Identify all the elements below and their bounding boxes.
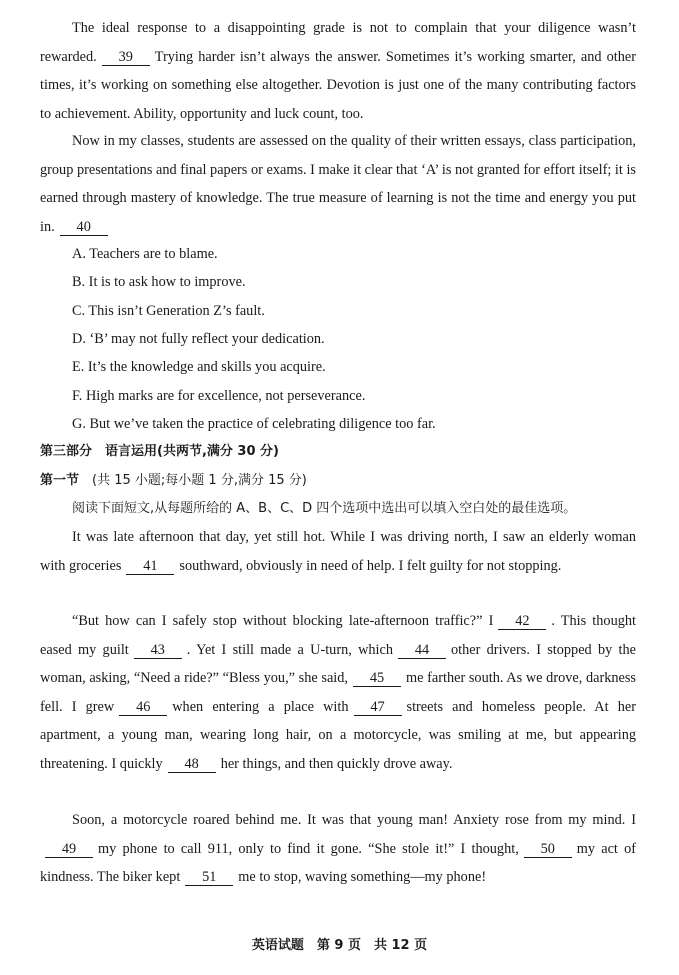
paragraph-text: Trying harder isn’t always the answer. Sometimes it’s working smarter, and other times, it’s working on something else altogether. Devotion is just one of the many contributing factors to achievement. Ability, opportunity and luck count, too. [40,48,636,122]
paragraph-text: . Yet I still made a U-turn, which [186,641,394,658]
blank-47[interactable]: 47 [354,700,402,716]
section1-title: 第一节 [40,473,80,488]
blank-44[interactable]: 44 [398,643,446,659]
paragraph-text: when entering a place with [172,698,349,715]
section1-instruction: 阅读下面短文,从每题所给的 A、B、C、D 四个选项中选出可以填入空白处的最佳选项。 [72,501,577,516]
paragraph-text: The ideal response to a disappointing grade is not to complain that your diligence wasn’t rewarded. [40,20,636,65]
blank-41[interactable]: 41 [126,559,174,575]
option-e[interactable]: E. It’s the knowledge and skills you acquire. [72,359,326,375]
paragraph-text: me farther south. As we drove, darkness fell. I grew [40,670,636,715]
option-d[interactable]: D. ‘B’ may not fully reflect your dedication. [72,331,325,347]
cloze-paragraph-2 [40,607,636,779]
section1-heading [40,471,640,491]
option-g[interactable]: G. But we’ve taken the practice of celebrating diligence too far. [72,416,436,432]
paragraph-text: my act of kindness. The biker kept [40,840,636,886]
paragraph-text: other drivers. I stopped by the woman, asking, “Need a ride?” “Bless you,” she said, [40,641,636,687]
paragraph-text: It was late afternoon that day, yet still hot. While I was driving north, I saw an elderly woman with groceries [40,529,636,574]
option-f[interactable]: F. High marks are for excellence, not perseverance. [72,388,366,404]
cloze-paragraph-3 [40,806,636,892]
option-b[interactable]: B. It is to ask how to improve. [72,274,246,290]
option-c[interactable]: C. This isn’t Generation Z’s fault. [72,303,265,319]
blank-51[interactable]: 51 [185,870,233,886]
part3-title: 第三部分 语言运用 [40,444,158,459]
blank-46[interactable]: 46 [119,700,167,716]
paragraph-text: streets and homeless people. At her apartment, a young man, wearing long hair, on a motorcycle, was smiling at me, but appearing threatening. I quickly [40,698,636,772]
section1-note: (共 15 小题;每小题 1 分,满分 15 分) [92,473,307,488]
page-footer: 英语试题 第 9 页 共 12 页 [251,938,428,953]
blank-39[interactable]: 39 [102,50,150,66]
blank-42[interactable]: 42 [498,614,546,630]
part3-note: (共两节,满分 30 分) [157,444,279,459]
paragraph-text: southward, obviously in need of help. I felt guilty for not stopping. [179,557,562,574]
blank-50[interactable]: 50 [524,842,572,858]
paragraph-text: Soon, a motorcycle roared behind me. It was that young man! Anxiety rose from my mind. I [72,812,636,828]
blank-43[interactable]: 43 [134,643,182,659]
blank-45[interactable]: 45 [353,671,401,687]
blank-48[interactable]: 48 [168,757,216,773]
cloze-paragraph-1 [40,523,636,580]
paragraph-text: me to stop, waving something—my phone! [238,869,487,886]
paragraph-text: Now in my classes, students are assessed on the quality of their written essays, class participation, group presentations and final papers or exams. I make it clear that ‘A’ is not granted for effort itself; it is earned through mastery of knowledge. The true measure of learning is not the time and energy you put in. [40,133,636,235]
option-a[interactable]: A. Teachers are to blame. [72,246,218,262]
part3-heading [40,442,640,462]
passage-paragraph-1 [40,14,636,128]
blank-49[interactable]: 49 [45,842,93,858]
paragraph-text: “But how can I safely stop without blocking late-afternoon traffic?” I [72,613,494,629]
blank-40[interactable]: 40 [60,220,108,236]
paragraph-text: my phone to call 911, only to find it gone. “She stole it!” I thought, [98,840,519,857]
paragraph-text: . This thought eased my guilt [40,613,636,658]
paragraph-text: her things, and then quickly drove away. [220,755,453,772]
passage-paragraph-2 [40,127,636,241]
